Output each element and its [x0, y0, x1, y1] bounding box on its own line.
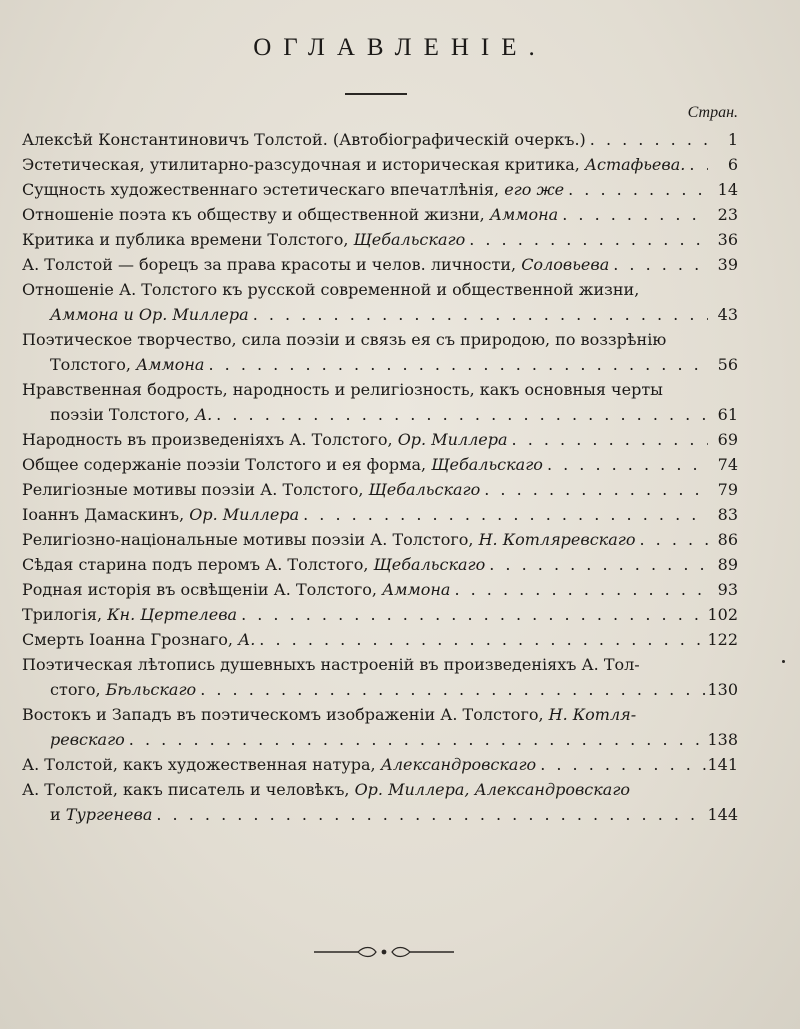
toc-entry	[22, 277, 738, 327]
toc-page-number: 79	[717, 480, 738, 499]
toc-page-number: 43	[717, 305, 738, 324]
toc-entry-author: Н. Котля-	[548, 705, 637, 724]
toc-entry	[22, 777, 738, 827]
toc-entry-title	[22, 202, 558, 227]
toc-entry-text: Отношеніе поэта къ обществу и общественной жизни,	[22, 205, 485, 224]
toc-page-number: 89	[717, 555, 738, 574]
toc-page-number: 69	[717, 430, 738, 449]
toc-entry-text: Сущность художественнаго эстетическаго впечатлѣнія,	[22, 180, 500, 199]
toc-entry-author: Аммона и Ор. Миллера	[50, 305, 249, 324]
toc-leader-dots	[543, 452, 708, 477]
toc-page-number: 23	[717, 205, 738, 224]
toc-leader-dots	[237, 602, 707, 627]
toc-entry-line	[22, 702, 738, 727]
toc-entry-line	[22, 227, 738, 252]
toc-leader-dots	[152, 802, 707, 827]
toc-entry-title	[50, 352, 204, 377]
toc-leader-dots	[508, 427, 708, 452]
toc-page-number: 1	[727, 130, 738, 149]
toc-entry-line	[22, 202, 738, 227]
toc-entry-text: Алексѣй Константиновичъ Толстой. (Автобіографическій очеркъ.)	[22, 130, 586, 149]
toc-entry-text: Нравственная бодрость, народность и религіозность, какъ основныя черты	[22, 380, 663, 399]
toc-entry-text: Родная исторія въ освѣщеніи А. Толстого,	[22, 580, 377, 599]
toc-entry-line	[22, 777, 738, 802]
toc-entry-line	[22, 177, 738, 202]
toc-entry-title	[22, 502, 299, 527]
toc-entry-author: Ор. Миллера	[397, 430, 508, 449]
toc-entry-title	[22, 527, 635, 552]
toc-entry-title	[50, 727, 125, 752]
toc-entry-text: Іоаннъ Дамаскинъ,	[22, 505, 185, 524]
table-of-contents	[22, 127, 738, 827]
toc-entry-title	[50, 677, 196, 702]
toc-entry-continuation	[22, 727, 738, 752]
toc-entry-author: А.	[238, 630, 256, 649]
toc-entry-continuation	[22, 402, 738, 427]
toc-entry-author: Кн. Цертелева	[107, 605, 238, 624]
toc-entry	[22, 627, 738, 652]
toc-entry-author: А.	[194, 405, 213, 424]
toc-entry	[22, 377, 738, 427]
toc-entry-continuation	[22, 802, 738, 827]
toc-entry	[22, 527, 738, 552]
toc-page-number: 144	[707, 805, 738, 824]
toc-entry-line	[22, 277, 738, 302]
toc-entry-title	[22, 702, 636, 727]
toc-entry-title	[22, 127, 586, 152]
toc-page-number: 61	[717, 405, 738, 424]
toc-page-number: 56	[717, 355, 738, 374]
toc-entry-author: Ор. Миллера, Александровскаго	[354, 780, 631, 799]
toc-entry-author: Тургенева	[65, 805, 153, 824]
toc-entry-line	[22, 652, 738, 677]
toc-entry-title	[22, 752, 536, 777]
toc-leader-dots	[212, 402, 708, 427]
toc-entry	[22, 327, 738, 377]
toc-page-number: 93	[717, 580, 738, 599]
ornament-divider	[314, 945, 454, 959]
toc-entry-text: Отношеніе А. Толстого къ русской современной и общественной жизни,	[22, 280, 640, 299]
toc-entry-text: Сѣдая старина подъ перомъ А. Толстого,	[22, 555, 369, 574]
toc-entry-author: Щебальскаго	[431, 455, 543, 474]
toc-entry-text: Общее содержаніе поэзіи Толстого и ея форма,	[22, 455, 427, 474]
toc-entry-line	[22, 127, 738, 152]
toc-entry-text: А. Толстой, какъ художественная натура,	[22, 755, 376, 774]
title-rule	[345, 93, 407, 95]
toc-leader-dots	[204, 352, 708, 377]
toc-leader-dots	[480, 477, 708, 502]
toc-leader-dots	[609, 252, 708, 277]
toc-entry-text: поэзіи Толстого,	[50, 405, 190, 424]
toc-entry	[22, 552, 738, 577]
toc-entry-title	[22, 627, 255, 652]
toc-leader-dots	[558, 202, 708, 227]
toc-entry	[22, 477, 738, 502]
toc-entry-text: Востокъ и Западъ въ поэтическомъ изображеніи А. Толстого,	[22, 705, 544, 724]
toc-entry	[22, 152, 738, 177]
toc-entry-text: А. Толстой — борецъ за права красоты и челов. личности,	[22, 255, 517, 274]
toc-entry-author: Аммона	[489, 205, 559, 224]
toc-entry-text: Поэтическая лѣтопись душевныхъ настроеній въ произведеніяхъ А. Тол-	[22, 655, 640, 674]
toc-entry-author: Щебальскаго	[373, 555, 486, 574]
toc-entry	[22, 227, 738, 252]
toc-leader-dots	[465, 227, 708, 252]
toc-entry	[22, 502, 738, 527]
toc-entry-title	[50, 802, 152, 827]
toc-entry	[22, 577, 738, 602]
toc-entry	[22, 427, 738, 452]
toc-entry	[22, 702, 738, 752]
toc-entry-author: Н. Котляревскаго	[478, 530, 636, 549]
toc-entry-text: Эстетическая, утилитарно-разсудочная и историческая критика,	[22, 155, 580, 174]
toc-leader-dots	[450, 577, 708, 602]
toc-entry-line	[22, 502, 738, 527]
toc-entry-text: Поэтическое творчество, сила поэзіи и связь ея съ природою, по воззрѣнію	[22, 330, 667, 349]
toc-entry	[22, 127, 738, 152]
toc-entry-title	[22, 427, 508, 452]
toc-leader-dots	[299, 502, 708, 527]
toc-leader-dots	[635, 527, 708, 552]
toc-entry-title	[22, 227, 465, 252]
toc-entry-title	[22, 327, 666, 352]
toc-entry-text: Народность въ произведеніяхъ А. Толстого,	[22, 430, 393, 449]
toc-leader-dots	[249, 302, 708, 327]
toc-entry-title	[22, 577, 450, 602]
toc-entry	[22, 752, 738, 777]
toc-leader-dots	[255, 627, 707, 652]
toc-entry-title	[50, 302, 249, 327]
toc-entry-line	[22, 552, 738, 577]
toc-entry-line	[22, 252, 738, 277]
toc-entry	[22, 602, 738, 627]
toc-entry-author: Астафьева.	[584, 155, 686, 174]
toc-page-number: 138	[707, 730, 738, 749]
toc-entry-continuation	[22, 302, 738, 327]
toc-entry-author: его же	[504, 180, 565, 199]
toc-page-number: 83	[717, 505, 738, 524]
toc-entry-author: Щебальскаго	[368, 480, 481, 499]
toc-entry-author: Аммона	[382, 580, 451, 599]
toc-entry	[22, 652, 738, 702]
toc-entry	[22, 202, 738, 227]
toc-page-number: 6	[727, 155, 738, 174]
toc-page-number: 122	[707, 630, 738, 649]
toc-entry-line	[22, 327, 738, 352]
toc-entry-title	[50, 402, 212, 427]
toc-entry-author: ревскаго	[50, 730, 125, 749]
toc-leader-dots	[485, 552, 708, 577]
toc-page-number: 86	[717, 530, 738, 549]
toc-entry-title	[22, 602, 237, 627]
toc-entry-text: Религіозно-національные мотивы поэзіи А. Толстого,	[22, 530, 474, 549]
toc-entry-line	[22, 477, 738, 502]
page-title: ОГЛАВЛЕНІЕ.	[253, 34, 547, 61]
toc-page-number: 130	[707, 680, 738, 699]
toc-entry-text: Смерть Іоанна Грознаго,	[22, 630, 233, 649]
toc-leader-dots	[685, 152, 708, 177]
toc-entry-line	[22, 152, 738, 177]
toc-entry-text: Критика и публика времени Толстого,	[22, 230, 349, 249]
toc-leader-dots	[586, 127, 708, 152]
toc-page-number: 141	[707, 755, 738, 774]
toc-entry-title	[22, 177, 564, 202]
toc-entry-title	[22, 377, 663, 402]
toc-entry-line	[22, 602, 738, 627]
toc-entry-author: Ор. Миллера	[189, 505, 300, 524]
toc-entry-line	[22, 752, 738, 777]
toc-entry-text: Толстого,	[50, 355, 132, 374]
toc-entry-title	[22, 277, 639, 302]
toc-page-number: 102	[707, 605, 738, 624]
toc-leader-dots	[536, 752, 707, 777]
toc-entry-text: и	[50, 805, 61, 824]
toc-entry	[22, 252, 738, 277]
toc-entry-author: Соловьева	[521, 255, 610, 274]
toc-entry-title	[22, 552, 485, 577]
toc-entry-continuation	[22, 352, 738, 377]
toc-entry-title	[22, 477, 480, 502]
toc-leader-dots	[196, 677, 707, 702]
toc-entry-line	[22, 427, 738, 452]
toc-entry-author: Александровскаго	[380, 755, 537, 774]
toc-entry-author: Аммона	[136, 355, 205, 374]
toc-entry-line	[22, 527, 738, 552]
toc-entry-text: Трилогія,	[22, 605, 103, 624]
toc-entry-author: Бѣльскаго	[105, 680, 197, 699]
page-column-header: Стран.	[687, 104, 738, 121]
toc-entry-line	[22, 627, 738, 652]
toc-entry-line	[22, 452, 738, 477]
toc-entry-text: стого,	[50, 680, 101, 699]
toc-entry-text: Религіозные мотивы поэзіи А. Толстого,	[22, 480, 364, 499]
toc-entry-title	[22, 152, 685, 177]
toc-entry-text: А. Толстой, какъ писатель и человѣкъ,	[22, 780, 350, 799]
toc-entry-continuation	[22, 677, 738, 702]
toc-entry-title	[22, 452, 543, 477]
toc-page-number: 14	[717, 180, 738, 199]
toc-leader-dots	[564, 177, 708, 202]
toc-entry-line	[22, 377, 738, 402]
toc-page-number: 39	[717, 255, 738, 274]
toc-page-number: 36	[717, 230, 738, 249]
toc-page-number: 74	[717, 455, 738, 474]
toc-entry-author: Щебальскаго	[353, 230, 466, 249]
toc-entry	[22, 177, 738, 202]
toc-leader-dots	[125, 727, 708, 752]
toc-entry-title	[22, 252, 609, 277]
toc-entry-line	[22, 577, 738, 602]
toc-entry-title	[22, 777, 630, 802]
toc-entry-title	[22, 652, 640, 677]
print-speck	[782, 660, 785, 663]
toc-entry	[22, 452, 738, 477]
